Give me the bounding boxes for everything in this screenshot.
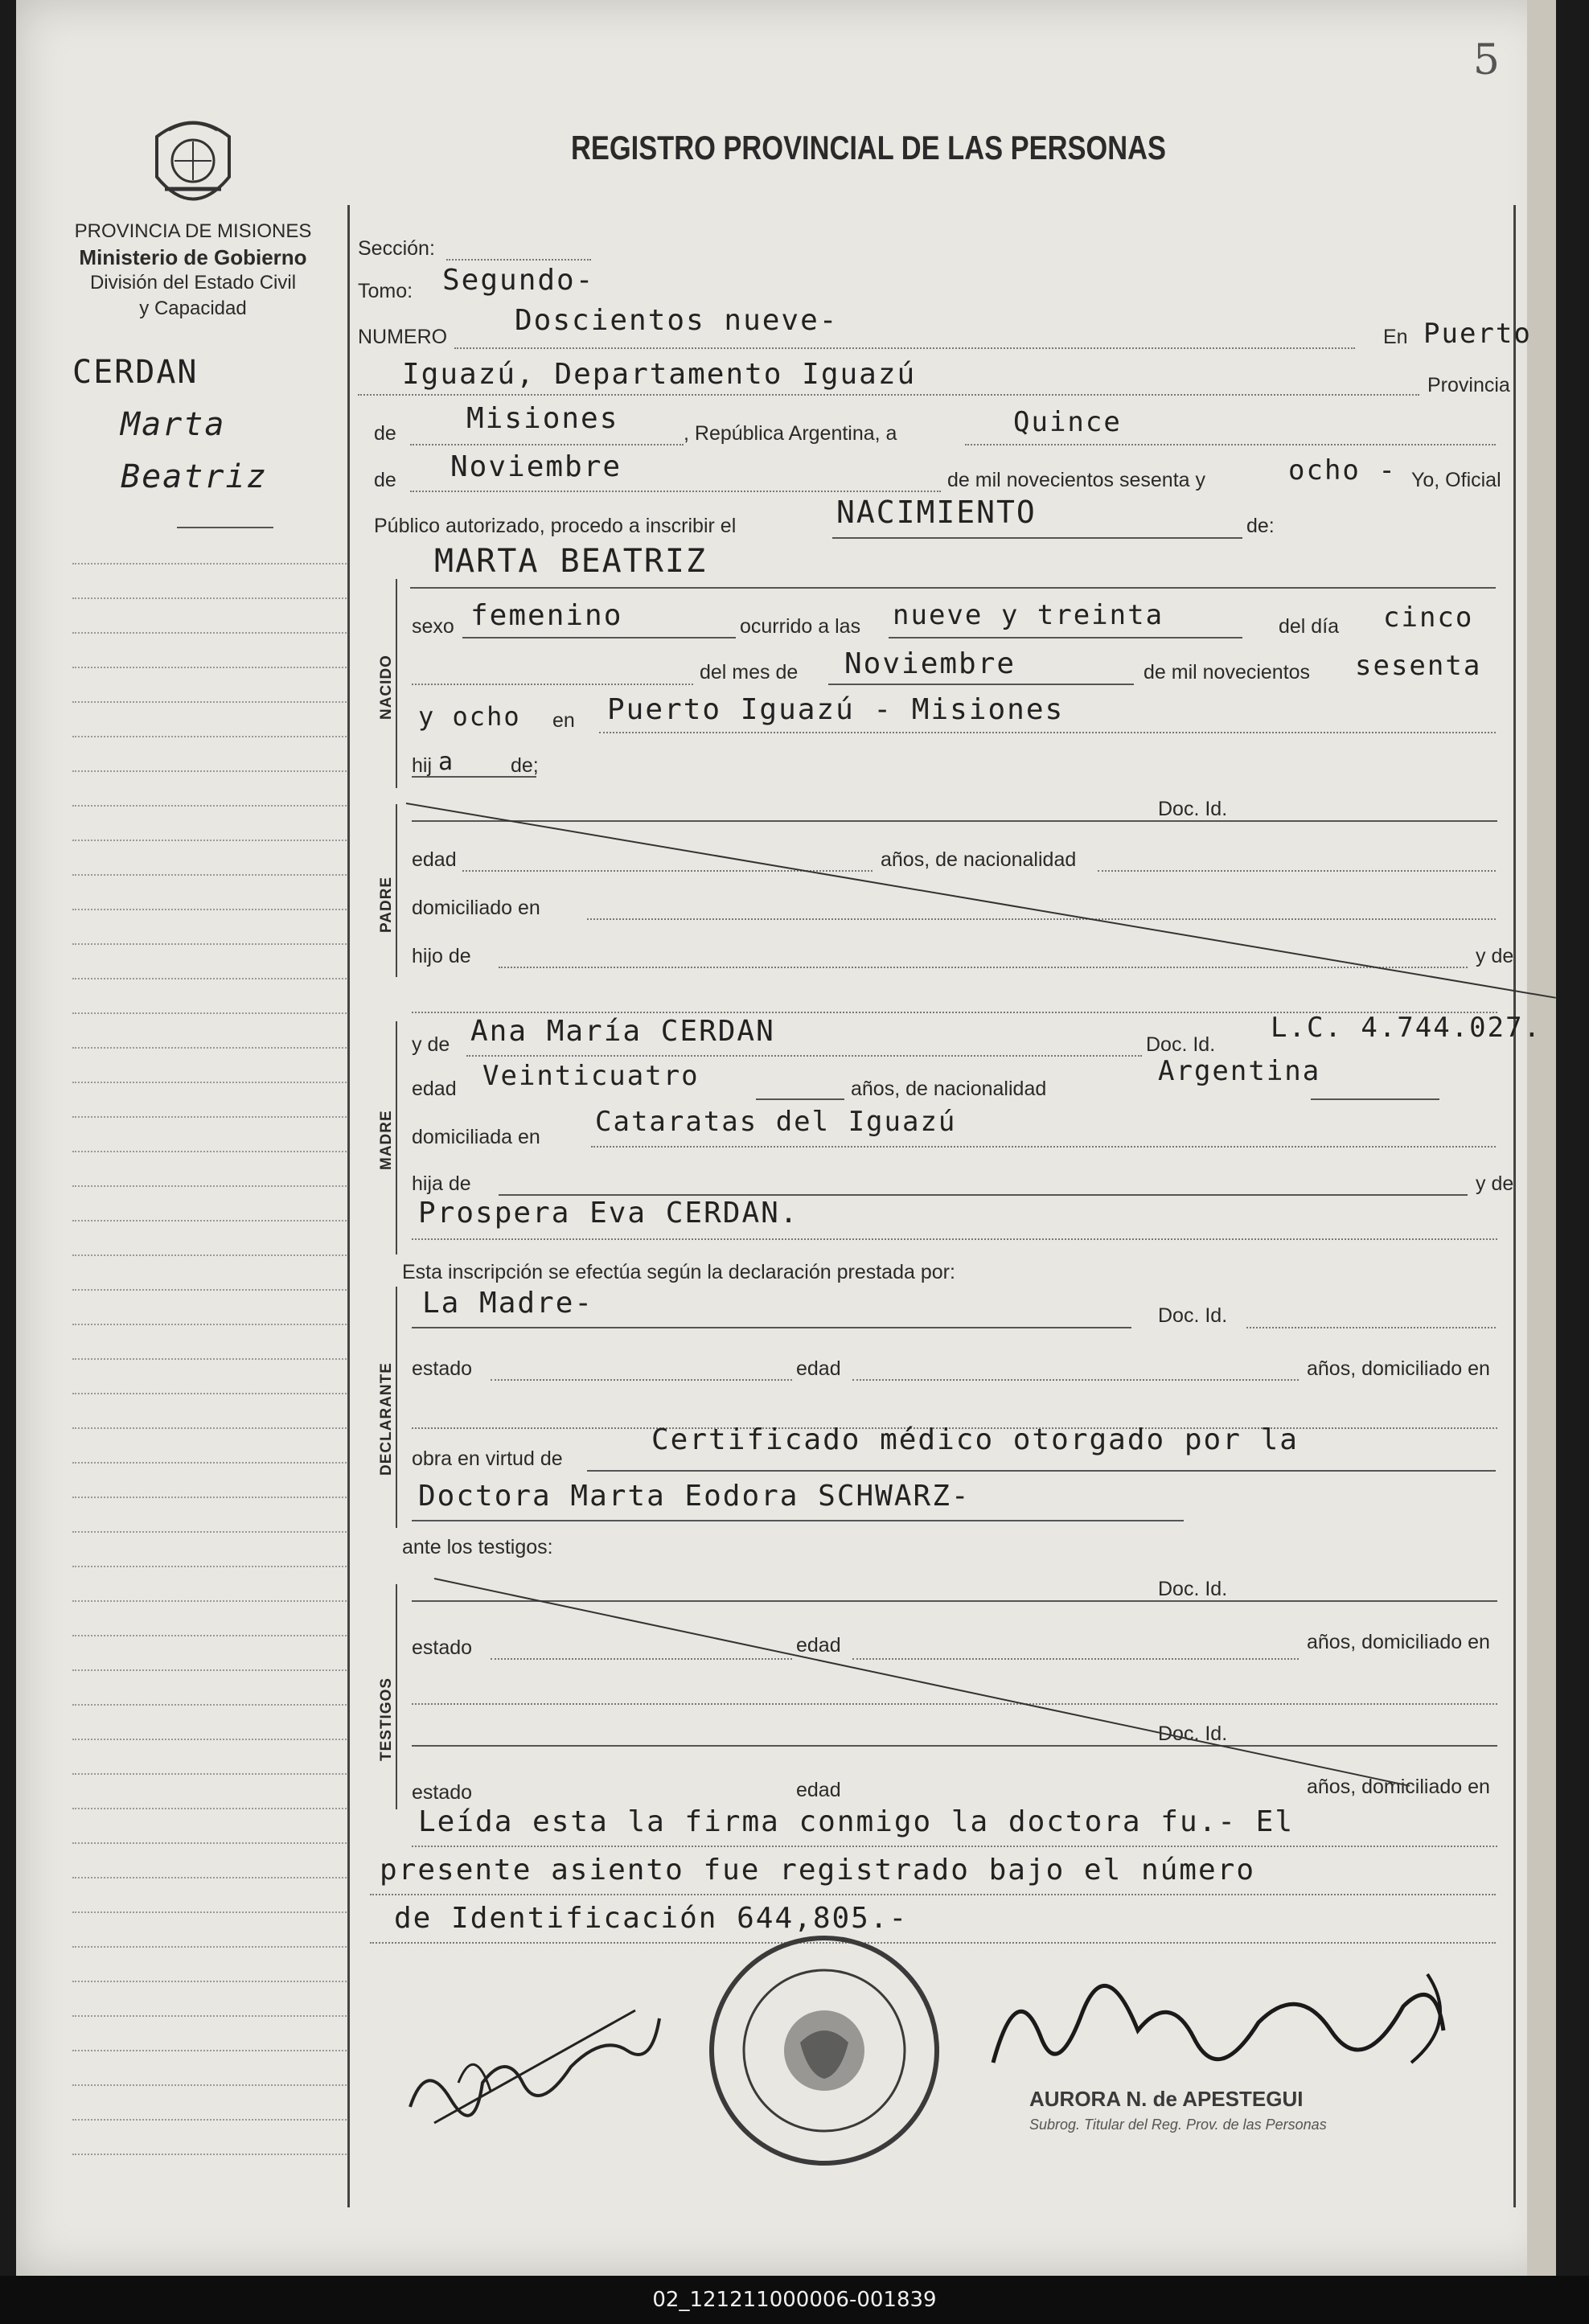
label-seccion: Sección: — [358, 237, 435, 260]
padre-strike-line — [406, 803, 1556, 999]
margin-ruled-line — [72, 2050, 350, 2051]
label-edad-testigo1: edad — [796, 1634, 841, 1657]
margin-ruled-line — [72, 1739, 350, 1740]
margin-ruled-line — [72, 1082, 350, 1083]
margin-ruled-line — [72, 1669, 350, 1671]
margin-ruled-line — [72, 978, 350, 979]
field-line-nac-padre — [1098, 870, 1496, 872]
label-ocurrido: ocurrido a las — [740, 615, 861, 638]
value-lugar-nac: Puerto Iguazú - Misiones — [607, 693, 1065, 726]
section-label-testigos: TESTIGOS — [378, 1677, 395, 1761]
margin-ruled-line — [72, 1393, 350, 1394]
margin-ruled-line — [72, 2154, 350, 2155]
value-obra1: Certificado médico otorgado por la — [651, 1423, 1299, 1456]
label-tomo: Tomo: — [358, 280, 413, 302]
label-hija-de: hija de — [412, 1172, 471, 1195]
label-publico: Público autorizado, procedo a inscribir el — [374, 515, 737, 537]
margin-ruled-line — [72, 1946, 350, 1948]
label-en: En — [1383, 326, 1408, 348]
field-line-mes — [410, 491, 941, 492]
value-sexo: femenino — [470, 599, 623, 632]
label-de: de — [374, 422, 396, 445]
label-anos-dom-declarante: años, domiciliado en — [1307, 1357, 1490, 1380]
label-estado-testigo2: estado — [412, 1781, 473, 1804]
coat-of-arms-icon — [141, 113, 245, 217]
label-hijo-de: hijo de — [412, 945, 471, 967]
value-madre-nombre: Ana María CERDAN — [470, 1015, 775, 1048]
value-nota3: de Identificación 644,805.- — [394, 1902, 909, 1935]
section-label-madre: MADRE — [378, 1110, 395, 1170]
value-tomo: Segundo- — [442, 264, 595, 297]
label-anos-dom-testigo1: años, domiciliado en — [1307, 1631, 1490, 1653]
left-frame-line — [347, 205, 350, 2207]
field-line-estado-declarante — [491, 1379, 792, 1381]
label-republica: , República Argentina, a — [684, 422, 897, 445]
field-line-hijo-de — [499, 967, 1468, 968]
label-estado-testigo1: estado — [412, 1636, 473, 1659]
value-nombre: MARTA BEATRIZ — [434, 543, 708, 580]
margin-ruled-line — [72, 1116, 350, 1118]
label-sexo: sexo — [412, 615, 454, 638]
value-anio-nac: sesenta — [1355, 650, 1482, 682]
margin-ruled-line — [72, 1462, 350, 1464]
section-label-nacido: NACIDO — [378, 655, 395, 720]
value-provincia: Misiones — [466, 402, 619, 435]
field-line-lugar — [358, 394, 1419, 396]
margin-ruled-line — [72, 667, 350, 668]
label-hij: hij — [412, 754, 433, 777]
label-de-semicolon: de; — [511, 754, 539, 777]
margin-ruled-line — [72, 1566, 350, 1567]
officer-name: AURORA N. de APESTEGUI — [1029, 2087, 1304, 2111]
label-doc-id-testigo2: Doc. Id. — [1158, 1722, 1228, 1745]
left-signature-icon — [394, 1962, 667, 2139]
label-mil-novecientos: de mil novecientos sesenta y — [947, 469, 1206, 491]
value-lugar: Iguazú, Departamento Iguazú — [402, 358, 917, 391]
label-edad-padre: edad — [412, 848, 457, 871]
value-madre-dom: Cataratas del Iguazú — [595, 1106, 957, 1138]
officer-title: Subrog. Titular del Reg. Prov. de las Personas — [1029, 2117, 1327, 2133]
field-line-blank — [412, 684, 693, 685]
field-line-nombre — [410, 587, 1496, 589]
authority-block — [48, 219, 338, 322]
label-ante-testigos: ante los testigos: — [402, 1536, 553, 1558]
margin-ruled-line — [72, 1289, 350, 1291]
margin-ruled-line — [72, 1635, 350, 1636]
field-line-provincia — [410, 444, 684, 446]
margin-ruled-line — [72, 2084, 350, 2086]
nacido-bracket — [396, 579, 397, 788]
label-edad-madre: edad — [412, 1078, 457, 1100]
label-y-de-padre: y de — [1476, 945, 1514, 967]
margin-ruled-line — [72, 1911, 350, 1913]
margin-ruled-line — [72, 840, 350, 841]
testigos-bracket — [396, 1584, 397, 1809]
right-frame-line — [1513, 205, 1516, 2207]
field-line-lugar-nac — [599, 732, 1496, 733]
field-line-hij — [412, 776, 536, 778]
margin-ruled-line — [72, 1427, 350, 1429]
declarante-bracket — [396, 1287, 397, 1528]
value-declarante: La Madre- — [422, 1287, 594, 1320]
field-line-madre-nombre — [466, 1055, 1142, 1057]
field-line-nota1 — [412, 1846, 1497, 1847]
label-domiciliado-padre: domiciliado en — [412, 897, 540, 919]
label-estado-declarante: estado — [412, 1357, 473, 1380]
value-obra2: Doctora Marta Eodora SCHWARZ- — [418, 1480, 971, 1513]
margin-ruled-line — [72, 1531, 350, 1533]
label-y-de-madre2: y de — [1476, 1172, 1514, 1195]
label-edad-declarante: edad — [796, 1357, 841, 1380]
officer-signature-icon — [977, 1942, 1460, 2103]
value-dia-nac: cinco — [1383, 602, 1474, 634]
margin-ruled-line — [72, 1324, 350, 1325]
field-line-estado-testigo1 — [491, 1658, 792, 1660]
field-line-madre-edad — [756, 1098, 844, 1100]
margin-secondname: Beatriz — [121, 458, 268, 495]
official-stamp-icon — [704, 1930, 945, 2171]
page-number: 5 — [1472, 36, 1500, 84]
label-domiciliada-madre: domiciliada en — [412, 1126, 540, 1148]
value-anio-nac2: y ocho — [418, 701, 521, 732]
field-line-edad-declarante — [852, 1379, 1299, 1381]
label-del-mes: del mes de — [700, 661, 799, 684]
value-madre-nac: Argentina — [1158, 1055, 1321, 1087]
label-edad-testigo2: edad — [796, 1779, 841, 1801]
section-label-declarante: DECLARANTE — [378, 1362, 395, 1476]
field-line-padre-nombre — [412, 820, 1497, 822]
margin-ruled-line — [72, 701, 350, 703]
field-line-mes-nac — [828, 684, 1134, 685]
label-de-colon: de: — [1246, 515, 1275, 537]
margin-ruled-line — [72, 1254, 350, 1256]
authority-line: Ministerio de Gobierno — [79, 245, 307, 269]
field-line-numero — [454, 347, 1355, 349]
value-nota1: Leída esta la firma conmigo la doctora fu.- El — [418, 1805, 1294, 1838]
document-page — [16, 0, 1556, 2276]
value-mes-nac: Noviembre — [844, 647, 1016, 680]
margin-ruled-line — [72, 805, 350, 807]
margin-surname: CERDAN — [72, 354, 199, 391]
field-line-sexo — [462, 637, 736, 638]
madre-bracket — [396, 1021, 397, 1254]
label-doc-id-madre: Doc. Id. — [1146, 1033, 1216, 1056]
label-del-dia: del día — [1279, 615, 1340, 638]
label-de-mil-novecientos: de mil novecientos — [1144, 661, 1311, 684]
label-en-nac: en — [552, 709, 575, 732]
field-line-testigo1 — [412, 1600, 1497, 1602]
value-nota2: presente asiento fue registrado bajo el número — [380, 1854, 1255, 1887]
margin-ruled-line — [72, 1151, 350, 1152]
label-anos-dom-testigo2: años, domiciliado en — [1307, 1776, 1490, 1798]
margin-ruled-line — [72, 1358, 350, 1360]
margin-ruled-line — [72, 1773, 350, 1775]
label-anos-nac-madre: años, de nacionalidad — [851, 1078, 1047, 1100]
margin-ruled-line — [72, 563, 350, 565]
margin-ruled-line — [72, 1012, 350, 1014]
footer-id: 02_121211000006-001839 — [0, 2276, 1589, 2324]
value-madre-edad: Veinticuatro — [482, 1060, 700, 1092]
margin-ruled-line — [72, 1497, 350, 1498]
margin-ruled-line — [72, 632, 350, 634]
padre-bracket — [396, 804, 397, 977]
field-line-seccion — [446, 259, 591, 261]
label-declaracion: Esta inscripción se efectúa según la declaración prestada por: — [402, 1261, 955, 1283]
label-obra: obra en virtud de — [412, 1447, 563, 1470]
field-line-dia — [965, 444, 1496, 446]
value-numero: Doscientos nueve- — [515, 304, 839, 337]
field-line-declarante — [412, 1327, 1131, 1328]
margin-rule — [177, 527, 273, 528]
label-y-de-madre: y de — [412, 1033, 450, 1056]
margin-ruled-line — [72, 2015, 350, 2017]
testigos-strike-line — [434, 1578, 1410, 1787]
field-line-hora — [889, 637, 1242, 638]
margin-ruled-line — [72, 597, 350, 599]
margin-ruled-line — [72, 770, 350, 772]
value-dia: Quince — [1013, 406, 1122, 438]
margin-ruled-line — [72, 1842, 350, 1844]
margin-ruled-line — [72, 1047, 350, 1049]
margin-ruled-line — [72, 874, 350, 876]
margin-ruled-line — [72, 1808, 350, 1809]
authority-line: PROVINCIA DE MISIONES — [74, 220, 312, 242]
value-madre-doc: L.C. 4.744.027. — [1271, 1012, 1542, 1044]
margin-ruled-line — [72, 1220, 350, 1222]
field-line-obra2 — [412, 1520, 1184, 1521]
label-de2: de — [374, 469, 396, 491]
field-line-dom-padre — [587, 918, 1496, 920]
page-title: REGISTRO PROVINCIAL DE LAS PERSONAS — [571, 129, 1166, 166]
margin-firstname: Marta — [121, 406, 226, 443]
value-mes: Noviembre — [450, 450, 622, 483]
margin-ruled-line — [72, 1600, 350, 1602]
field-line-acto — [832, 537, 1242, 539]
value-anio: ocho - — [1288, 454, 1397, 487]
field-line-dom-testigo1 — [412, 1703, 1497, 1705]
margin-ruled-line — [72, 943, 350, 945]
field-line-nota2 — [370, 1894, 1496, 1895]
label-anos-nac-padre: años, de nacionalidad — [881, 848, 1077, 871]
field-line-doc-declarante — [1246, 1327, 1496, 1328]
field-line-edad-testigo1 — [852, 1658, 1299, 1660]
field-line-madre-nac — [1311, 1098, 1439, 1100]
field-line-testigo2 — [412, 1745, 1497, 1747]
margin-ruled-line — [72, 1877, 350, 1878]
section-label-padre: PADRE — [378, 876, 395, 933]
value-hij-suffix: a — [438, 748, 455, 776]
value-acto: NACIMIENTO — [836, 495, 1037, 530]
value-hora: nueve y treinta — [893, 599, 1164, 631]
field-line-abuela — [412, 1238, 1497, 1240]
margin-ruled-line — [72, 2119, 350, 2121]
margin-ruled-line — [72, 1704, 350, 1706]
authority-line: División del Estado Civil — [89, 272, 297, 294]
label-provincia: Provincia — [1427, 374, 1510, 396]
field-line-madre-dom — [591, 1146, 1496, 1148]
value-abuela: Prospera Eva CERDAN. — [418, 1197, 799, 1230]
label-yo-oficial: Yo, Oficial — [1411, 469, 1501, 491]
value-en-lugar: Puerto — [1423, 318, 1532, 350]
label-doc-id-declarante: Doc. Id. — [1158, 1304, 1228, 1327]
margin-ruled-line — [72, 909, 350, 910]
field-line-hija-de — [499, 1194, 1468, 1196]
field-line-obra1 — [587, 1470, 1496, 1472]
margin-ruled-line — [72, 1185, 350, 1187]
label-numero: NUMERO — [358, 326, 448, 348]
margin-ruled-line — [72, 1981, 350, 1982]
margin-ruled-line — [72, 736, 350, 737]
label-doc-id-padre: Doc. Id. — [1158, 798, 1228, 820]
label-doc-id-testigo1: Doc. Id. — [1158, 1578, 1228, 1600]
authority-line: y Capacidad — [139, 298, 247, 319]
